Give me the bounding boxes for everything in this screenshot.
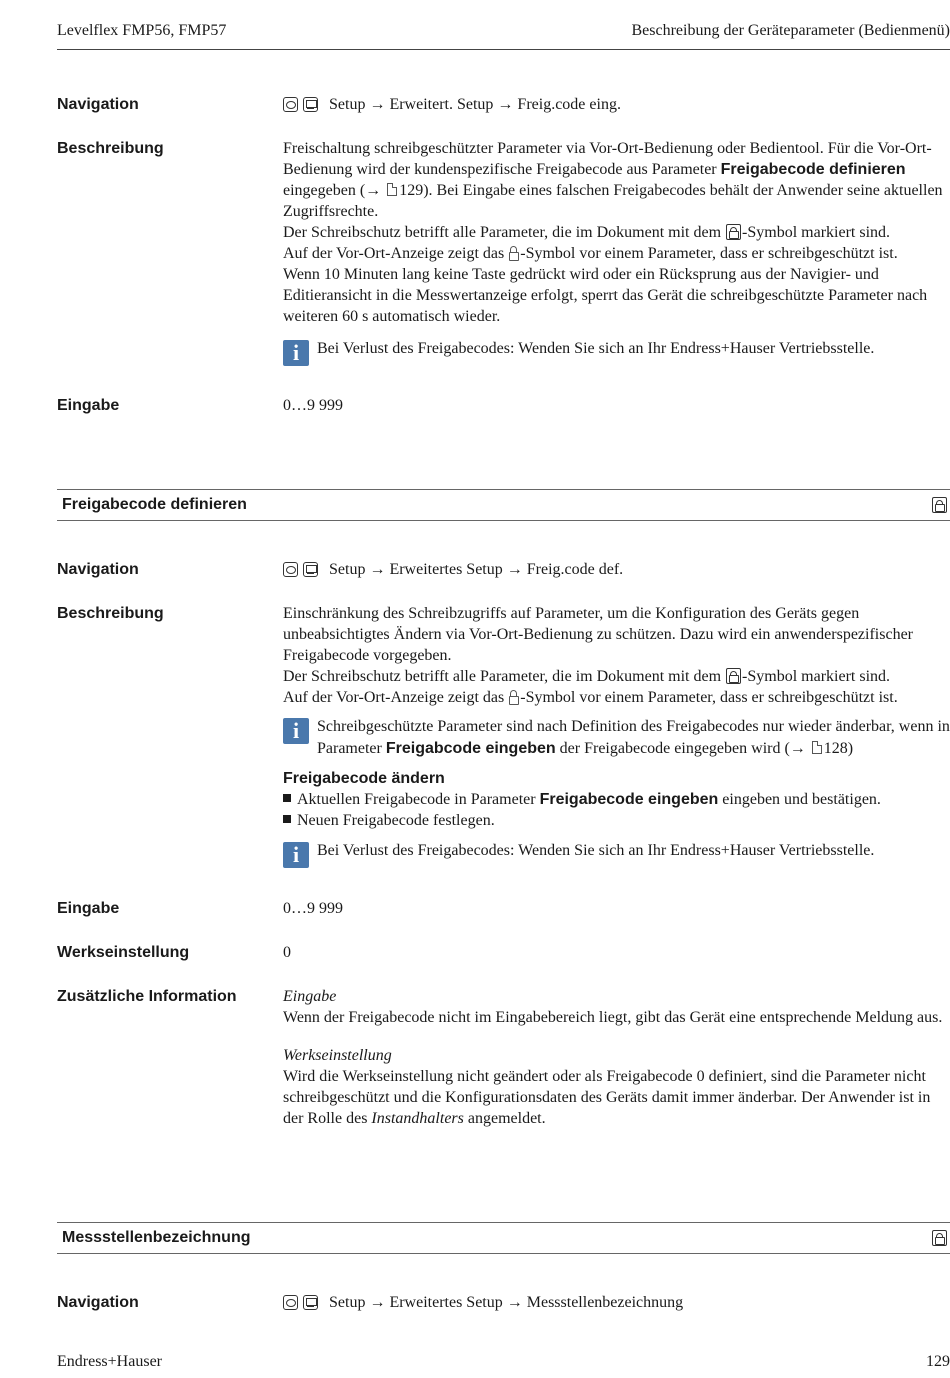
info-note: Schreibgeschützte Parameter sind nach Definition des Freigabecodes nur wieder änderbar, wenn in Parameter Freigabcode eingeben der Freigabecode eingegeben wird (→ 128) (317, 718, 950, 757)
page-header (57, 20, 950, 50)
description-paragraph: Freischaltung schreibgeschützter Parameter via Vor-Ort-Bedienung oder Bedientool. Für die Vor-Ort-Bedienung wird der kundenspezifische Freigabecode aus Parameter Freigabecode definieren eingegeben (→ 129). Bei Eingabe eines falschen Freigabecodes behält der Anwender seine aktuellen Zugriffsrechte. (283, 140, 943, 220)
description-paragraph: Auf der Vor-Ort-Anzeige zeigt das -Symbol vor einem Parameter, dass er schreibgeschützt ist. (283, 245, 898, 262)
info-note: Bei Verlust des Freigabecodes: Wenden Sie sich an Ihr Endress+Hauser Vertriebsstelle. (317, 340, 875, 357)
description-paragraph: Der Schreibschutz betrifft alle Parameter, die im Dokument mit dem -Symbol markiert sind. (283, 668, 891, 685)
label-navigation: Navigation (57, 561, 139, 578)
header-chapter: Beschreibung der Geräteparameter (Bedienmenü) (631, 22, 950, 39)
bullet-icon (283, 794, 291, 802)
info-icon: i (283, 842, 309, 868)
section-title: Freigabecode definieren (62, 496, 247, 513)
operating-tool-icon (303, 562, 318, 577)
label-beschreibung: Beschreibung (57, 140, 164, 157)
description-paragraph: Wenn 10 Minuten lang keine Taste gedrückt wird oder ein Rücksprung aus der Navigier- und Editieransicht in die Messwertanzeige erfolgt, sperrt das Gerät die schreibgeschützte Parameter nach weiteren 60 s automatisch wieder. (283, 266, 928, 325)
label-navigation: Navigation (57, 96, 139, 113)
navigation-path (283, 559, 623, 580)
description-block (283, 138, 950, 327)
lock-icon (726, 224, 741, 240)
page-reference-icon (387, 183, 397, 196)
list-item: Aktuellen Freigabecode in Parameter Freigabecode eingeben eingeben und bestätigen. (283, 789, 950, 810)
nav-path-text: Setup → Erweitertes Setup → Messstellenbezeichnung (329, 1294, 684, 1311)
label-beschreibung: Beschreibung (57, 605, 164, 622)
info-paragraph: Wenn der Freigabecode nicht im Eingabebereich liegt, gibt das Gerät eine entsprechende Meldung aus. (283, 1009, 943, 1026)
operating-tool-icon (303, 97, 318, 112)
section-title: Messstellenbezeichnung (62, 1229, 251, 1246)
bullet-icon (283, 815, 291, 823)
section-title-bar (57, 489, 950, 521)
display-key-icon (283, 1295, 298, 1310)
display-lock-icon (509, 690, 519, 705)
parameter-link: Freigabcode eingeben (385, 740, 556, 757)
display-key-icon (283, 562, 298, 577)
description-block (283, 603, 950, 708)
label-navigation: Navigation (57, 1294, 139, 1311)
info-icon: i (283, 340, 309, 366)
nav-path-text: Setup → Erweitertes Setup → Freig.code def. (329, 561, 624, 578)
navigation-path (283, 1292, 683, 1313)
display-lock-icon (509, 246, 519, 261)
info-paragraph: Wird die Werkseinstellung nicht geändert oder als Freigabecode 0 definiert, sind die Parameter nicht schreibgeschützt und die Konfigurationsdaten des Geräts damit immer änderbar. Der Anwender ist in der Rolle des Instandhalters angemeldet. (283, 1068, 931, 1127)
page-reference-icon (812, 741, 822, 754)
footer-company: Endress+Hauser (57, 1353, 162, 1370)
info-subheading: Werkseinstellung (283, 1047, 392, 1064)
input-range: 0…9 999 (283, 900, 343, 917)
description-paragraph: Auf der Vor-Ort-Anzeige zeigt das -Symbol vor einem Parameter, dass er schreibgeschützt ist. (283, 689, 898, 706)
additional-info-block (283, 986, 950, 1129)
label-werkseinstellung: Werkseinstellung (57, 944, 190, 961)
info-note: Bei Verlust des Freigabecodes: Wenden Sie sich an Ihr Endress+Hauser Vertriebsstelle. (317, 842, 875, 859)
info-icon: i (283, 718, 309, 744)
sub-section (283, 768, 950, 831)
nav-path-text: Setup → Erweitert. Setup → Freig.code eing. (329, 96, 621, 113)
info-subheading: Eingabe (283, 988, 337, 1005)
parameter-link: Freigabecode eingeben (539, 791, 719, 808)
label-eingabe: Eingabe (57, 397, 120, 414)
sub-heading: Freigabecode ändern (283, 770, 445, 787)
page-number: 129 (926, 1353, 950, 1370)
input-range: 0…9 999 (283, 397, 343, 414)
lock-icon (932, 497, 947, 513)
parameter-link: Freigabecode definieren (720, 161, 906, 178)
factory-setting: 0 (283, 944, 291, 961)
operating-tool-icon (303, 1295, 318, 1310)
lock-icon (932, 1230, 947, 1246)
label-additional-info: Zusätzliche Information (57, 988, 237, 1005)
description-paragraph: Der Schreibschutz betrifft alle Parameter, die im Dokument mit dem -Symbol markiert sind. (283, 224, 891, 241)
section-title-bar (57, 1222, 950, 1254)
lock-icon (726, 668, 741, 684)
list-item: Neuen Freigabecode festlegen. (283, 810, 950, 831)
navigation-path (283, 94, 621, 115)
display-key-icon (283, 97, 298, 112)
label-eingabe: Eingabe (57, 900, 120, 917)
header-product: Levelflex FMP56, FMP57 (57, 22, 227, 39)
description-paragraph: Einschränkung des Schreibzugriffs auf Parameter, um die Konfiguration des Geräts gegen unbeabsichtigtes Ändern via Vor-Ort-Bedienung zu schützen. Dazu wird ein anwenderspezifischer Freigabecode vorgegeben. (283, 605, 913, 664)
